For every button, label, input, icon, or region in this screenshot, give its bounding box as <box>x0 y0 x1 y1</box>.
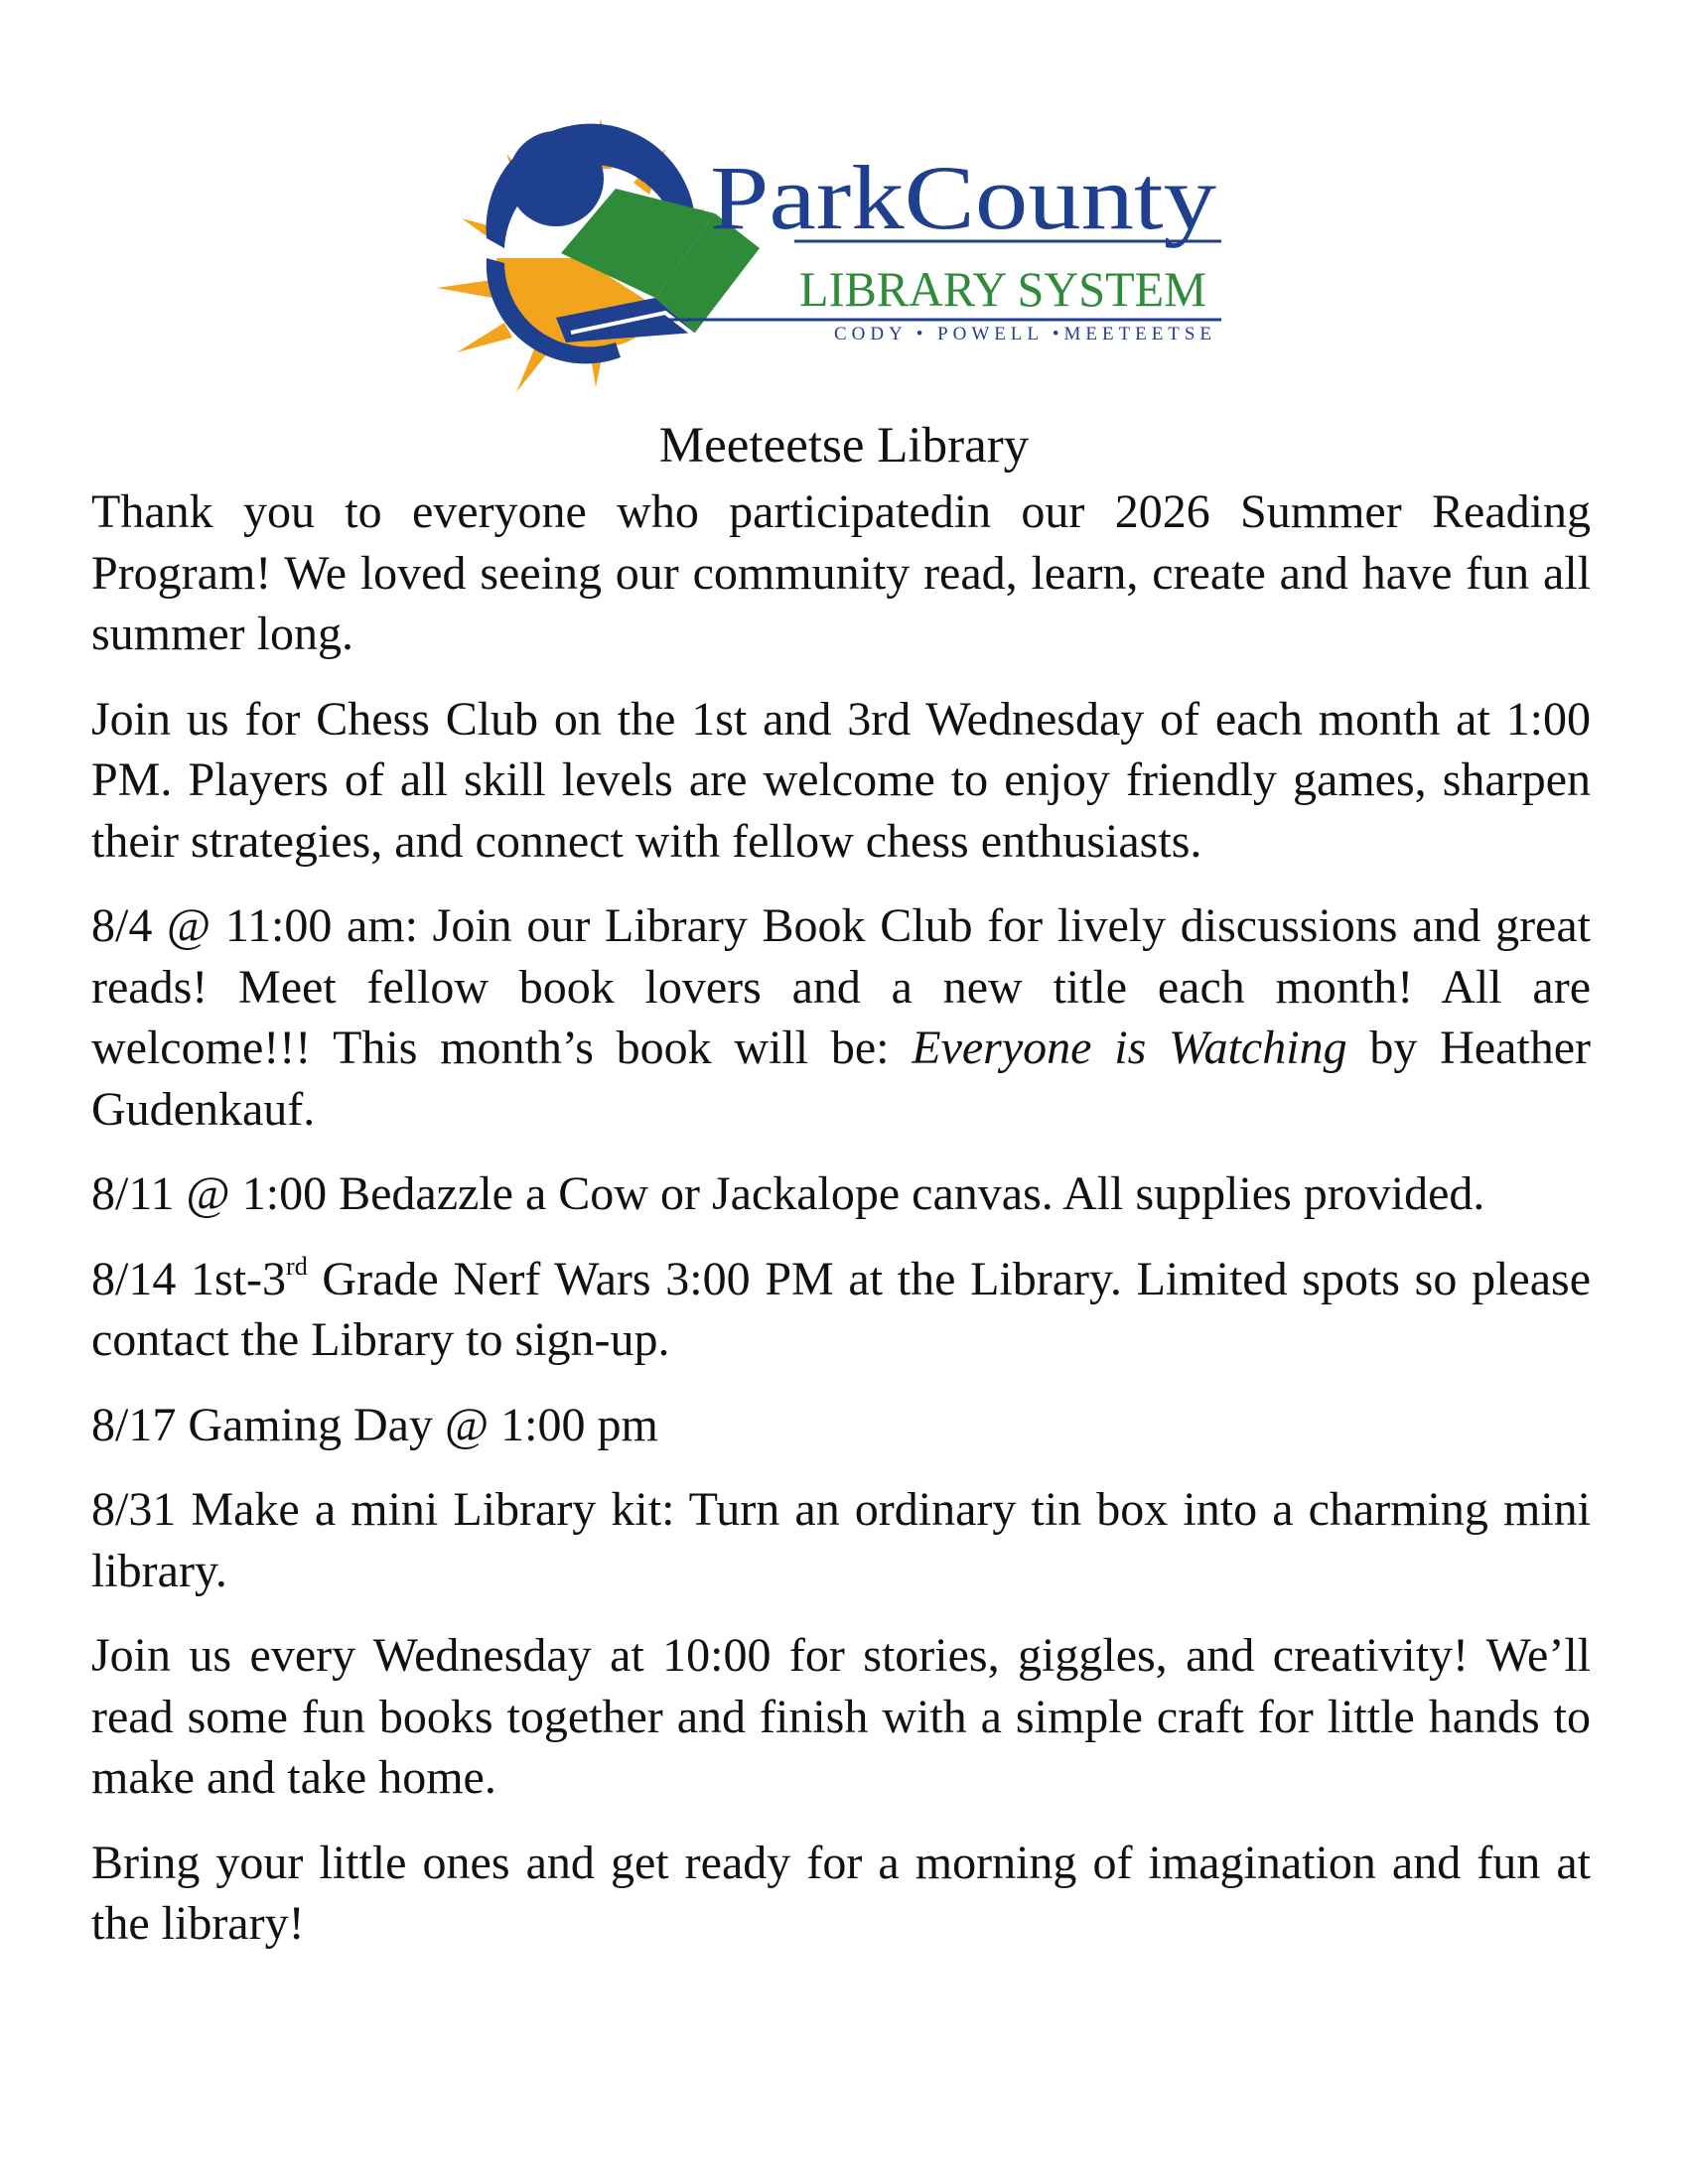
story-time-announcement: Join us every Wednesday at 10:00 for stories, giggles, and creativity! We’ll read some fun books together and finish with a simple craft for little hands to make and take home. <box>91 1629 1591 1804</box>
gaming-day-event: 8/17 Gaming Day @ 1:00 pm <box>91 1398 658 1451</box>
logo-locations: CODY • POWELL •MEETEETSE <box>834 324 1211 344</box>
nerf-wars-event <box>91 1249 1591 1371</box>
book-club-text: 8/4 @ 11:00 am: Join our Library Book Club for lively discussions and great reads! Meet fellow book lovers and a new title each month! All are welcome!!! This month’s book will be: <box>91 899 1591 1074</box>
page-title: Meeteetse Library <box>658 418 1030 474</box>
chess-club-announcement: Join us for Chess Club on the 1st and 3rd Wednesday of each month at 1:00 PM. Players of all skill levels are welcome to enjoy friendly games, sharpen their strategies, and connect with fellow chess enthusiasts. <box>91 692 1591 868</box>
ordinal-suffix: rd <box>286 1251 308 1281</box>
bedazzle-event: 8/11 @ 1:00 Bedazzle a Cow or Jackalope canvas. All supplies provided. <box>91 1167 1485 1220</box>
park-county-library-logo <box>367 109 1261 397</box>
nerf-wars-date: 8/14 1st-3 <box>91 1252 287 1305</box>
reader-head-icon <box>508 131 604 226</box>
library-logo-graphic <box>367 109 1261 397</box>
mini-library-kit-event: 8/31 Make a mini Library kit: Turn an ordinary tin box into a charming mini library. <box>91 1483 1591 1597</box>
book-club-announcement <box>91 895 1591 1140</box>
nerf-wars-text: Grade Nerf Wars 3:00 PM at the Library. Limited spots so please contact the Library to sign-up. <box>91 1252 1591 1366</box>
book-title: Everyone is Watching <box>912 1022 1347 1074</box>
book-author: by Heather Gudenkauf. <box>91 1022 1592 1136</box>
flyer-body <box>91 481 1591 1979</box>
closing-invitation: Bring your little ones and get ready for a morning of imagination and fun at the library! <box>91 1836 1591 1950</box>
summer-reading-thanks: Thank you to everyone who participatedin our 2026 Summer Reading Program! We loved seeing our community read, learn, create and have fun all summer long. <box>91 485 1591 660</box>
logo-name-top: ParkCounty <box>710 147 1216 248</box>
logo-name-bottom: LIBRARY SYSTEM <box>799 261 1206 317</box>
